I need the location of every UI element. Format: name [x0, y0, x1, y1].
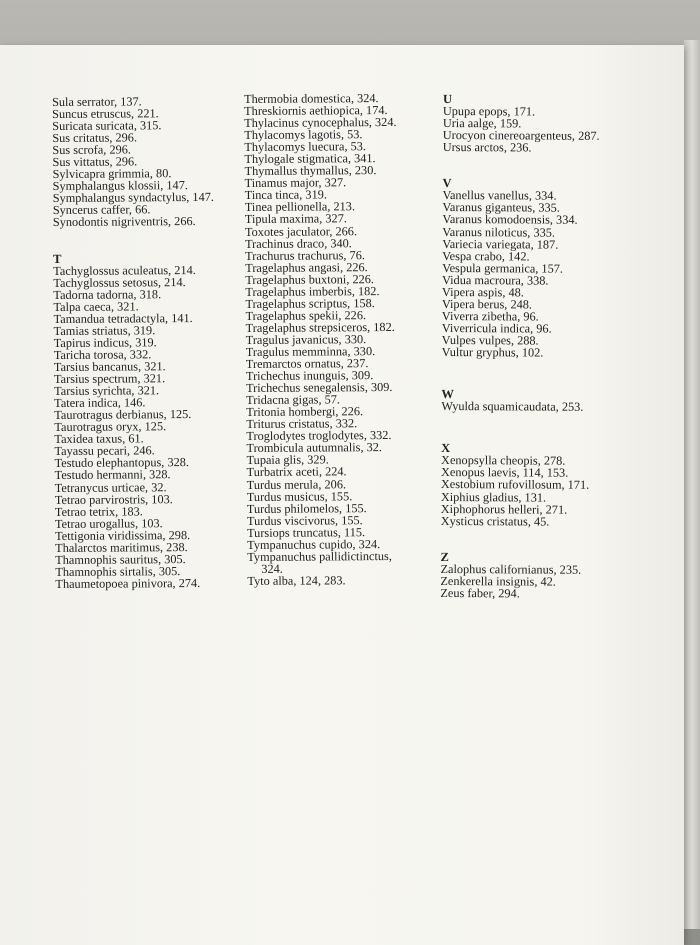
index-entry: Tragelaphus buxtoni, 226. — [245, 271, 375, 287]
wrap-entry-line1: Tympanuchus pallidictinctus, — [247, 548, 392, 564]
index-entry: Sus vittatus, 296. — [52, 154, 138, 170]
index-entry: Vidua macroura, 338. — [441, 272, 549, 288]
index-entry: Xenopsylla cheopis, 278. — [441, 453, 566, 469]
index-entry: Tachyglossus setosus, 214. — [53, 274, 186, 290]
entries-s — [52, 95, 214, 229]
index-entry: Turdus merula, 206. — [246, 476, 347, 492]
index-entry: Xenopus laevis, 114, 153. — [440, 465, 569, 481]
index-entry: Turdus viscivorus, 155. — [246, 512, 363, 528]
index-entry: Varanus komodoensis, 334. — [442, 212, 578, 228]
index-entry: Xiphophorus helleri, 271. — [440, 501, 568, 517]
index-entry: Tympanuchus cupido, 324. — [247, 536, 381, 552]
index-entry: Threskiornis aethiopica, 174. — [244, 103, 388, 119]
index-entry: Troglodytes troglodytes, 332. — [246, 428, 392, 444]
index-entry: Wyulda squamicaudata, 253. — [441, 399, 584, 414]
index-entry: Viverricula indica, 96. — [441, 320, 552, 336]
index-entry: Tatera indica, 146. — [54, 395, 146, 411]
index-entry: Xysticus cristatus, 45. — [440, 513, 550, 529]
letter-heading-w: W — [441, 387, 454, 402]
index-entry: Tragelaphus scriptus, 158. — [245, 295, 375, 311]
index-entry: Vanellus vanellus, 334. — [442, 188, 557, 203]
index-entry: Sylvicapra grimmia, 80. — [52, 166, 172, 182]
index-entry: Syncerus caffer, 66. — [52, 202, 151, 218]
index-entry: Trachurus trachurus, 76. — [245, 247, 365, 263]
index-entry: Tragulus memminna, 330. — [245, 344, 376, 359]
index-entry: Testudo hermanni, 328. — [54, 467, 171, 483]
index-entry: Suricata suricata, 315. — [52, 118, 162, 134]
index-entry: Urocyon cinereoargenteus, 287. — [442, 128, 600, 143]
index-entry: Tritonia hombergi, 226. — [246, 404, 364, 420]
index-entry: Zalophus californianus, 235. — [440, 561, 582, 577]
index-entry: Tamandua tetradactyla, 141. — [53, 310, 193, 326]
index-entry: Tragelaphus strepsiceros, 182. — [245, 319, 395, 335]
index-entry: Talpa caeca, 321. — [53, 299, 139, 314]
index-entry: Zeus faber, 294. — [440, 585, 520, 601]
index-entry: Tupaia glis, 329. — [246, 452, 329, 468]
index-entry: Thamnophis sirtalis, 305. — [55, 563, 181, 579]
index-entry: Suncus etruscus, 221. — [52, 106, 159, 122]
index-entry: Symphalangus syndactylus, 147. — [52, 190, 214, 206]
entries-z — [440, 563, 597, 600]
index-entry: Turdus musicus, 155. — [246, 488, 353, 504]
index-entry-wrapped — [247, 549, 431, 574]
index-entry: Xestobium rufovillosum, 171. — [440, 477, 590, 493]
index-entry: Tetranycus urticae, 32. — [54, 479, 167, 495]
entries-x — [441, 454, 598, 527]
index-entry: Trichechus senegalensis, 309. — [246, 380, 393, 396]
index-entry: Tayassu pecari, 246. — [54, 443, 155, 459]
index-entry: Tinamus major, 327. — [244, 175, 347, 191]
index-entry: Tetrao urogallus, 103. — [54, 515, 163, 531]
letter-heading-z: Z — [440, 549, 449, 564]
index-entry: Thylogale stigmatica, 341. — [244, 151, 376, 167]
index-entry: Tarsius syrichta, 321. — [54, 383, 160, 399]
index-column-3 — [440, 93, 600, 600]
index-entry: Vipera berus, 248. — [441, 296, 533, 312]
index-entry: Tragulus javanicus, 330. — [245, 332, 367, 347]
index-entry: Sus scrofa, 296. — [52, 142, 131, 158]
index-entry: Tursiops truncatus, 115. — [247, 524, 366, 540]
entries-w — [441, 400, 598, 413]
index-entry: Vespa crabo, 142. — [442, 248, 530, 264]
letter-heading-x: X — [441, 441, 451, 456]
index-entry: Triturus cristatus, 332. — [246, 416, 358, 432]
index-entry: Thamnophis sauritus, 305. — [55, 551, 186, 567]
index-entry: Upupa epops, 171. — [442, 104, 536, 119]
index-entry: Tetrao tetrix, 183. — [54, 503, 143, 519]
entries-t — [53, 264, 216, 590]
index-entry: Tadorna tadorna, 318. — [53, 286, 162, 302]
index-entry: Thalarctos maritimus, 238. — [55, 539, 188, 555]
index-entry: Tragelaphus angasi, 226. — [245, 259, 368, 275]
index-entry: Varanus niloticus, 335. — [442, 224, 556, 240]
index-entry: Variecia variegata, 187. — [442, 236, 559, 252]
index-column-1 — [52, 95, 217, 590]
index-entry: Tetrao parvirostris, 103. — [54, 491, 173, 507]
letter-heading-v: V — [442, 176, 452, 191]
entries-u — [443, 105, 600, 154]
index-entry: Tarsius bancanus, 321. — [53, 359, 166, 375]
index-entry-last: Tyto alba, 124, 283. — [247, 573, 346, 588]
index-entry: Taurotragus oryx, 125. — [54, 419, 167, 435]
index-entry: Tinca tinca, 319. — [244, 187, 327, 203]
index-entry: Thaumetopoea pinivora, 274. — [55, 575, 201, 591]
index-entry: Vipera aspis, 48. — [441, 284, 524, 300]
index-entry: Vultur gryphus, 102. — [441, 344, 544, 360]
index-entry: Turbatrix aceti, 224. — [246, 464, 347, 480]
index-entry: Taricha torosa, 332. — [53, 347, 152, 362]
index-entry: Thermobia domestica, 324. — [243, 91, 379, 106]
index-entry: Tarsius spectrum, 321. — [53, 371, 166, 387]
index-entry: Tachyglossus aculeatus, 214. — [53, 262, 196, 278]
index-entry: Xiphius gladius, 131. — [440, 489, 547, 505]
index-entry: Tipula maxima, 327. — [244, 211, 347, 227]
page-edge — [684, 40, 700, 929]
index-entry: Ursus arctos, 236. — [442, 140, 532, 155]
index-entry: Tragelaphus spekii, 226. — [245, 307, 367, 323]
index-entry: Varanus giganteus, 335. — [442, 200, 560, 216]
index-entry: Synodontis nigriventris, 266. — [52, 214, 196, 230]
letter-heading-u: U — [442, 92, 453, 107]
index-entry: Trombicula autumnalis, 32. — [246, 440, 383, 456]
index-entry: Testudo elephantopus, 328. — [54, 455, 190, 471]
entries-t-continued — [244, 92, 431, 551]
index-entry: Tinea pellionella, 213. — [244, 199, 356, 215]
index-entry: Thylacinus cynocephalus, 324. — [244, 115, 397, 131]
index-entry: Thymallus thymallus, 230. — [244, 163, 377, 179]
index-entry: Tettigonia viridissima, 298. — [55, 527, 191, 543]
index-entry: Thylacomys luecura, 53. — [244, 139, 367, 155]
index-entry: Vulpes vulpes, 288. — [441, 332, 539, 348]
index-entry: Zenkerella insignis, 42. — [440, 573, 556, 589]
letter-heading-t: T — [53, 251, 62, 266]
index-entry: Turdus philomelos, 155. — [246, 500, 367, 516]
index-entry: Trachinus draco, 340. — [245, 235, 352, 251]
index-entry: Vespula germanica, 157. — [442, 260, 564, 276]
index-entry: Tridacna gigas, 57. — [246, 392, 341, 408]
index-column-2 — [244, 92, 431, 587]
index-entry: Taurotragus derbianus, 125. — [54, 407, 192, 423]
index-entry: Uria aalge, 159. — [442, 116, 522, 131]
index-entry: Thylacomys lagotis, 53. — [244, 127, 363, 143]
index-entry: Tragelaphus imberbis, 182. — [245, 283, 380, 299]
index-entry: Taxidea taxus, 61. — [54, 431, 144, 447]
index-entry: Tamias striatus, 319. — [53, 323, 156, 338]
index-entry: Viverra zibetha, 96. — [441, 308, 539, 324]
index-entry: Toxotes jaculator, 266. — [244, 223, 358, 239]
index-entry: Sula serrator, 137. — [51, 94, 142, 109]
index-entry: Trichechus inunguis, 309. — [245, 368, 374, 384]
index-entry: Tremarctos ornatus, 237. — [245, 356, 369, 372]
wrap-entry-line2: 324. — [261, 561, 283, 576]
index-entry: Tapirus indicus, 319. — [53, 335, 157, 350]
entries-v — [442, 189, 600, 358]
index-entry: Symphalangus klossii, 147. — [52, 178, 188, 194]
index-entry: Sus critatus, 296. — [52, 130, 138, 146]
